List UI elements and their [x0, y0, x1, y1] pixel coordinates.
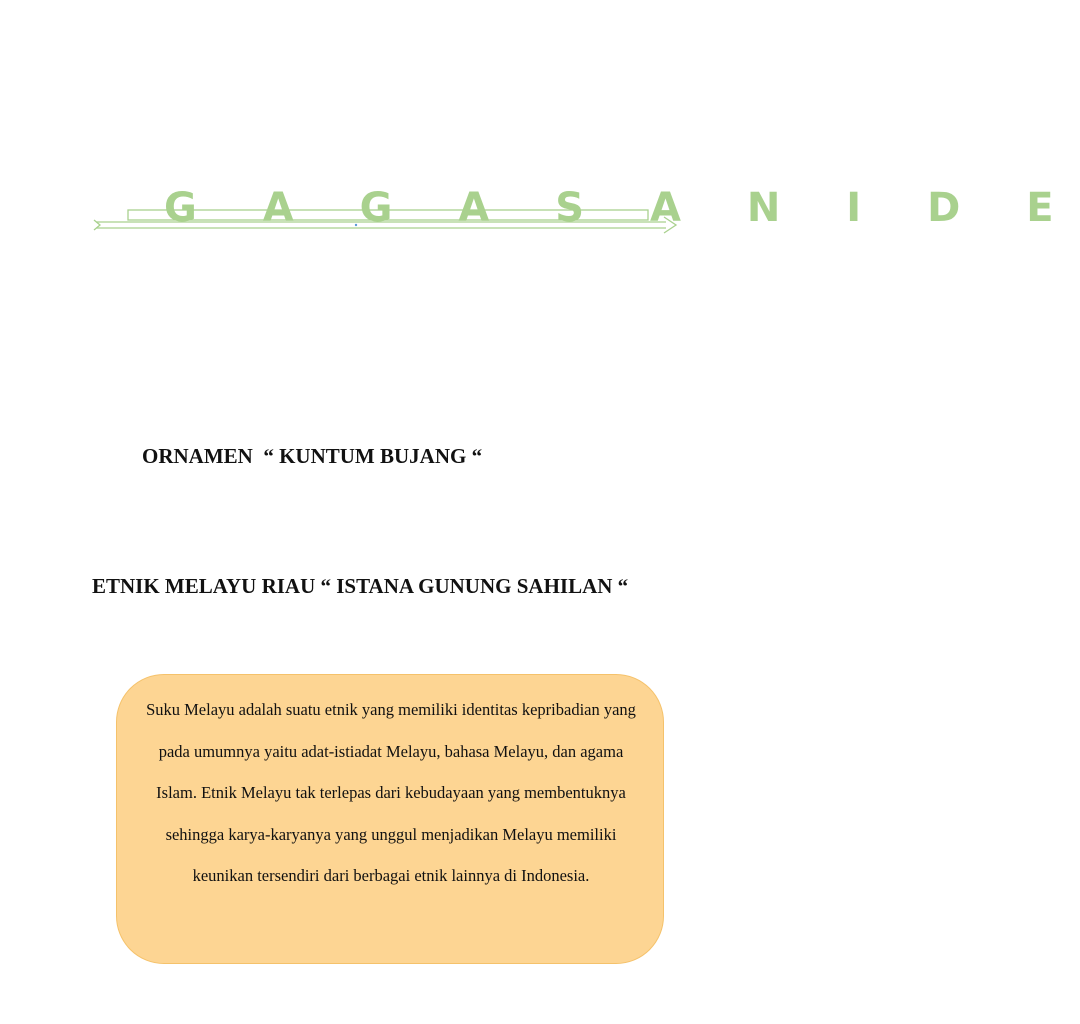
- description-box: [116, 674, 664, 964]
- title-banner: [88, 180, 1080, 236]
- ethnic-heading: ETNIK MELAYU RIAU “ ISTANA GUNUNG SAHILAN “: [92, 574, 629, 598]
- ornament-heading: ORNAMEN “ KUNTUM BUJANG “: [142, 444, 483, 468]
- document-title: G A G A S A N I D E: [164, 185, 1080, 231]
- description-text: Suku Melayu adalah suatu etnik yang memiliki identitas kepribadian yang pada umumnya yaitu adat-istiadat Melayu, bahasa Melayu, dan agama Islam. Etnik Melayu tak terlepas dari kebudayaan yang membentuknya sehingga karya-karyanya yang unggul menjadikan Melayu memiliki keunikan tersendiri dari berbagai etnik lainnya di Indonesia.: [146, 700, 636, 886]
